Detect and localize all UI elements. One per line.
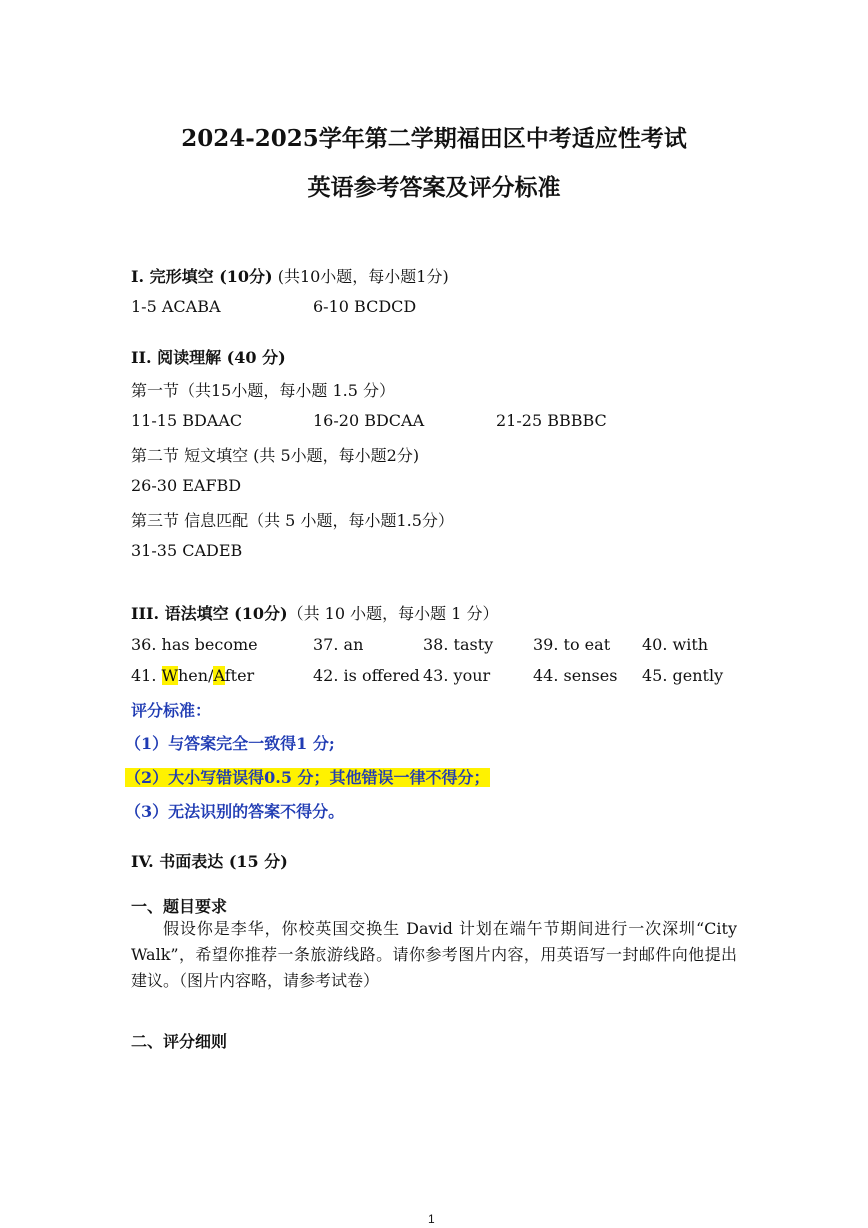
section1-note: (共10小题，每小题1分)	[272, 267, 449, 286]
answer-41-text-b: fter	[224, 666, 255, 685]
answer-43: 43. your	[423, 666, 491, 685]
answer-42: 42. is offered	[313, 666, 420, 685]
criteria-title: 评分标准：	[131, 701, 212, 720]
answer-44: 44. senses	[533, 666, 618, 685]
answer-41-number: 41.	[131, 666, 162, 685]
section3-heading: III. 语法填空 (10分)	[131, 604, 288, 623]
section2-part2-label: 第二节 短文填空 (共 5小题，每小题2分)	[131, 446, 420, 465]
criteria-item-3: （3）无法识别的答案不得分。	[125, 802, 345, 821]
section1-heading: I. 完形填空 (10分)	[131, 267, 273, 286]
answer-45: 45. gently	[642, 666, 724, 685]
section2-part3-label: 第三节 信息匹配（共 5 小题，每小题1.5分）	[131, 511, 454, 530]
criteria-item-2-text: （2）大小写错误得0.5 分；其他错误一律不得分；	[125, 768, 490, 787]
section1-answers-6-10: 6-10 BCDCD	[313, 297, 417, 316]
answer-37: 37. an	[313, 635, 364, 654]
page-number: 1	[428, 1212, 435, 1226]
answer-40: 40. with	[642, 635, 709, 654]
section4-sub2-title: 二、评分细则	[131, 1032, 228, 1051]
section2-part1-label: 第一节（共15小题，每小题 1.5 分）	[131, 381, 395, 400]
section4-sub1-title: 一、题目要求	[131, 897, 228, 916]
answer-41	[131, 666, 254, 685]
section1-answers-1-5: 1-5 ACABA	[131, 297, 221, 316]
criteria-item-1: （1）与答案完全一致得1 分;	[125, 734, 335, 753]
answer-38: 38. tasty	[423, 635, 494, 654]
section1-heading-line	[131, 264, 449, 287]
answer-41-text-a: hen/	[177, 666, 214, 685]
answer-39: 39. to eat	[533, 635, 611, 654]
section2-answers-16-20: 16-20 BDCAA	[313, 411, 425, 430]
answer-41-highlight-w: W	[161, 666, 178, 685]
section2-answers-21-25: 21-25 BBBBC	[496, 411, 607, 430]
document-subtitle: 英语参考答案及评分标准	[307, 174, 561, 201]
document-title: 2024-2025学年第二学期福田区中考适应性考试	[181, 125, 687, 152]
answer-41-highlight-a: A	[213, 666, 225, 685]
criteria-item-2	[125, 765, 490, 788]
section3-note: （共 10 小题，每小题 1 分）	[287, 604, 499, 623]
section2-answers-26-30: 26-30 EAFBD	[131, 476, 242, 495]
answer-36: 36. has become	[131, 635, 258, 654]
section4-prompt-text: 假设你是李华，你校英国交换生 David 计划在端午节期间进行一次深圳“City Walk”，希望你推荐一条旅游线路。请你参考图片内容，用英语写一封邮件向他提出建议。（图片内容略，请参考试卷）	[131, 919, 737, 990]
section3-heading-line	[131, 601, 498, 624]
section2-answers-31-35: 31-35 CADEB	[131, 541, 243, 560]
section4-heading: IV. 书面表达 (15 分)	[131, 852, 288, 871]
section2-heading: II. 阅读理解 (40 分)	[131, 348, 286, 367]
section2-answers-11-15: 11-15 BDAAC	[131, 411, 243, 430]
